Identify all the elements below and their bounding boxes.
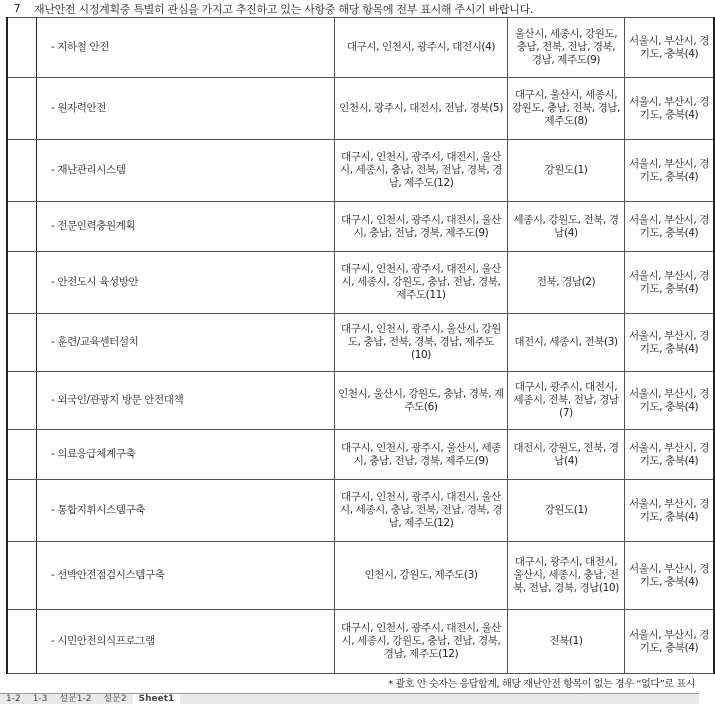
answer-cell-c[interactable]: 서울시, 부산시, 경기도, 충북(4): [625, 314, 715, 372]
sheet-tab[interactable]: 1-2: [6, 694, 21, 704]
question-number[interactable]: 7: [13, 2, 21, 15]
answer-cell-a[interactable]: 대구시, 인천시, 광주시, 대전시, 울산시, 세종시, 강원도, 충남, 전남, 경북, 제주도(11): [335, 252, 508, 314]
row-number-cell[interactable]: [7, 252, 37, 314]
answer-cell-a[interactable]: 대구시, 인천시, 광주시, 울산시, 강원도, 충남, 전북, 경북, 경남, 제주도(10): [335, 314, 508, 372]
answer-cell-b[interactable]: 대구시, 울산시, 세종시, 강원도, 충남, 전북, 경남, 제주도(8): [508, 78, 625, 140]
answer-cell-b[interactable]: 울산시, 세종시, 강원도, 충남, 전북, 전남, 경북, 경남, 제주도(9): [508, 18, 625, 78]
table-row: [7, 430, 714, 480]
row-number-cell[interactable]: [7, 314, 37, 372]
table-row: [7, 252, 714, 314]
answer-cell-a[interactable]: 대구시, 인천시, 광주시, 울산시, 세종시, 충남, 전남, 경북, 제주도(9): [335, 430, 508, 480]
table-row: [7, 202, 714, 252]
sheet-tab[interactable]: Sheet1: [133, 694, 181, 704]
row-number-cell[interactable]: [7, 430, 37, 480]
answer-cell-b[interactable]: 대구시, 광주시, 대전시, 울산시, 세종시, 충남, 전북, 전남, 경북, 경남(10): [508, 542, 625, 610]
table-row: [7, 314, 714, 372]
answer-cell-c[interactable]: 서울시, 부산시, 경기도, 충북(4): [625, 480, 715, 542]
table-row: [7, 78, 714, 140]
answer-cell-c[interactable]: 서울시, 부산시, 경기도, 충북(4): [625, 78, 715, 140]
answer-cell-a[interactable]: 인천시, 광주시, 대전시, 전남, 경북(5): [335, 78, 508, 140]
answer-cell-a[interactable]: 대구시, 인천시, 광주시, 대전시(4): [335, 18, 508, 78]
answer-cell-a[interactable]: 인천시, 강원도, 제주도(3): [335, 542, 508, 610]
sheet-tab-bar: [0, 693, 699, 704]
answer-cell-c[interactable]: 서울시, 부산시, 경기도, 충북(4): [625, 372, 715, 430]
row-number-cell[interactable]: [7, 202, 37, 252]
table-row: [7, 372, 714, 430]
item-cell[interactable]: - 시민안전의식프로그램: [37, 610, 335, 674]
footnote[interactable]: * 괄호 안 숫자는 응답합계, 해당 재난안전 항목이 없는 경우 “없다”로 표시: [388, 679, 695, 690]
answer-cell-c[interactable]: 서울시, 부산시, 경기도, 충북(4): [625, 610, 715, 674]
answer-cell-b[interactable]: 전북(1): [508, 610, 625, 674]
item-cell[interactable]: - 전문인력충원계획: [37, 202, 335, 252]
answer-cell-c[interactable]: 서울시, 부산시, 경기도, 충북(4): [625, 140, 715, 202]
survey-table: [6, 17, 715, 674]
sheet-tab[interactable]: 1-3: [32, 694, 48, 704]
row-number-cell[interactable]: [7, 372, 37, 430]
item-cell[interactable]: - 훈련/교육센터설치: [37, 314, 335, 372]
answer-cell-c[interactable]: 서울시, 부산시, 경기도, 충북(4): [625, 542, 715, 610]
item-cell[interactable]: - 의료응급체계구축: [37, 430, 335, 480]
answer-cell-a[interactable]: 대구시, 인천시, 광주시, 대전시, 울산시, 충남, 전남, 경북, 제주도(9): [335, 202, 508, 252]
row-number-cell[interactable]: [7, 542, 37, 610]
item-cell[interactable]: - 안전도시 육성방안: [37, 252, 335, 314]
item-cell[interactable]: - 통합지휘시스템구축: [37, 480, 335, 542]
item-cell[interactable]: - 선박안전점검시스템구축: [37, 542, 335, 610]
sheet-tab[interactable]: 설문1-2: [59, 694, 92, 704]
row-number-cell[interactable]: [7, 610, 37, 674]
answer-cell-a[interactable]: 대구시, 인천시, 광주시, 대전시, 울산시, 세종시, 충남, 전북, 전남, 경북, 경남, 제주도(12): [335, 480, 508, 542]
answer-cell-a[interactable]: 대구시, 인천시, 광주시, 대전시, 울산시, 세종시, 충남, 전북, 전남, 경북, 경남, 제주도(12): [335, 140, 508, 202]
answer-cell-a[interactable]: 인천시, 울산시, 강원도, 충남, 경북, 제주도(6): [335, 372, 508, 430]
answer-cell-c[interactable]: 서울시, 부산시, 경기도, 충북(4): [625, 430, 715, 480]
answer-cell-b[interactable]: 세종시, 강원도, 전북, 경남(4): [508, 202, 625, 252]
table-row: [7, 140, 714, 202]
question-text[interactable]: 재난안전 시정계획중 특별히 관심을 가지고 추진하고 있는 사항중 해당 항목에 전부 표시해 주시기 바랍니다.: [34, 2, 534, 16]
item-cell[interactable]: - 지하철 안전: [37, 18, 335, 78]
table-row: [7, 480, 714, 542]
row-number-cell[interactable]: [7, 78, 37, 140]
table-row: [7, 542, 714, 610]
answer-cell-b[interactable]: 강원도(1): [508, 480, 625, 542]
answer-cell-b[interactable]: 대구시, 광주시, 대전시, 세종시, 전북, 전남, 경남(7): [508, 372, 625, 430]
answer-cell-a[interactable]: 대구시, 인천시, 광주시, 대전시, 울산시, 세종시, 강원도, 충남, 전남, 경북, 경남, 제주도(12): [335, 610, 508, 674]
item-cell[interactable]: - 재난관리시스템: [37, 140, 335, 202]
answer-cell-b[interactable]: 강원도(1): [508, 140, 625, 202]
sheet-tab[interactable]: 설문2: [103, 694, 127, 704]
row-number-cell[interactable]: [7, 140, 37, 202]
row-number-cell[interactable]: [7, 18, 37, 78]
answer-cell-b[interactable]: 전북, 경남(2): [508, 252, 625, 314]
answer-cell-c[interactable]: 서울시, 부산시, 경기도, 충북(4): [625, 252, 715, 314]
answer-cell-c[interactable]: 서울시, 부산시, 경기도, 충북(4): [625, 18, 715, 78]
answer-cell-c[interactable]: 서울시, 부산시, 경기도, 충북(4): [625, 202, 715, 252]
row-number-cell[interactable]: [7, 480, 37, 542]
answer-cell-b[interactable]: 대전시, 강원도, 전북, 경남(4): [508, 430, 625, 480]
item-cell[interactable]: - 외국인/관광지 방문 안전대책: [37, 372, 335, 430]
item-cell[interactable]: - 원자력안전: [37, 78, 335, 140]
table-row: [7, 18, 714, 78]
question-header-row: [6, 0, 696, 17]
answer-cell-b[interactable]: 대전시, 세종시, 전북(3): [508, 314, 625, 372]
table-row: [7, 610, 714, 674]
